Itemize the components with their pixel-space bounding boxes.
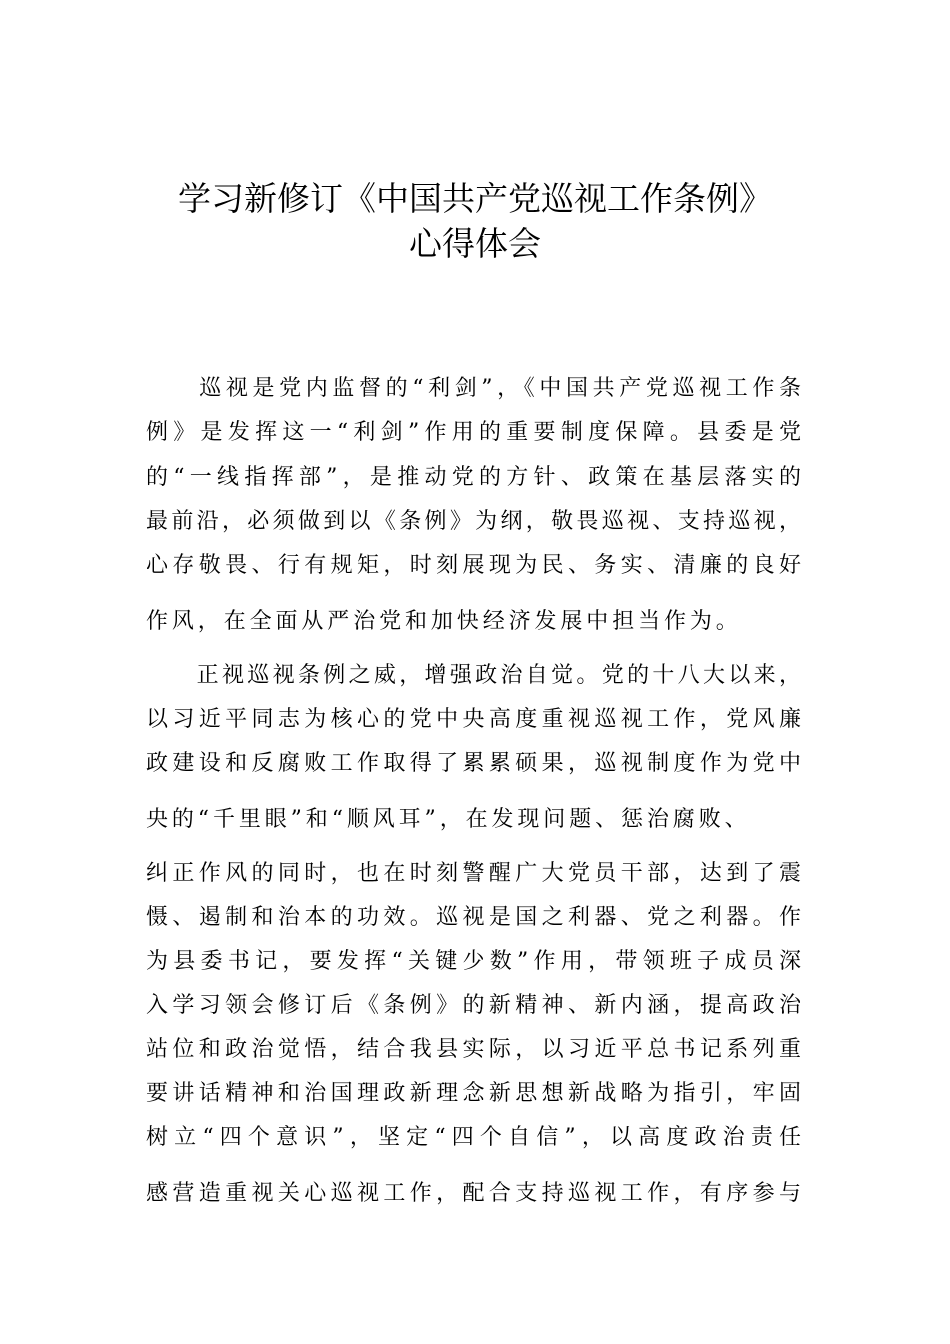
- body-line: 最前沿，必须做到以《条例》为纲，敬畏巡视、支持巡视，: [146, 509, 801, 534]
- body-line: 以习近平同志为核心的党中央高度重视巡视工作，党风廉: [146, 707, 801, 732]
- body-line: 树立“四个意识”，坚定“四个自信”，以高度政治责任: [146, 1125, 801, 1150]
- body-line: 作风，在全面从严治党和加快经济发展中担当作为。: [146, 609, 742, 634]
- body-line: 巡视是党内监督的“利剑”，《中国共产党巡视工作条: [146, 376, 801, 401]
- body-line: 站位和政治觉悟，结合我县实际，以习近平总书记系列重: [146, 1037, 801, 1062]
- body-line: 感营造重视关心巡视工作，配合支持巡视工作，有序参与: [146, 1181, 801, 1206]
- body-line: 央的“千里眼”和“顺风耳”，在发现问题、惩治腐败、: [146, 807, 751, 832]
- body-line: 慑、遏制和治本的功效。巡视是国之利器、党之利器。作: [146, 905, 801, 930]
- title-line-2: 心得体会: [409, 224, 541, 263]
- body-line: 纠正作风的同时，也在时刻警醒广大党员干部，达到了震: [146, 861, 801, 886]
- body-line: 例》是发挥这一“利剑”作用的重要制度保障。县委是党: [146, 420, 801, 445]
- title-line-1: 学习新修订《中国共产党巡视工作条例》: [178, 179, 772, 218]
- body-line: 入学习领会修订后《条例》的新精神、新内涵，提高政治: [146, 993, 801, 1018]
- document-title: [0, 176, 950, 266]
- body-line: 心存敬畏、行有规矩，时刻展现为民、务实、清廉的良好: [146, 553, 801, 578]
- body-line: 正视巡视条例之威，增强政治自觉。党的十八大以来，: [146, 663, 801, 688]
- body-line: 的“一线指挥部”，是推动党的方针、政策在基层落实的: [146, 465, 801, 490]
- body-line: 政建设和反腐败工作取得了累累硕果，巡视制度作为党中: [146, 751, 801, 776]
- body-line: 为县委书记，要发挥“关键少数”作用，带领班子成员深: [146, 949, 801, 974]
- body-line: 要讲话精神和治国理政新理念新思想新战略为指引，牢固: [146, 1081, 801, 1106]
